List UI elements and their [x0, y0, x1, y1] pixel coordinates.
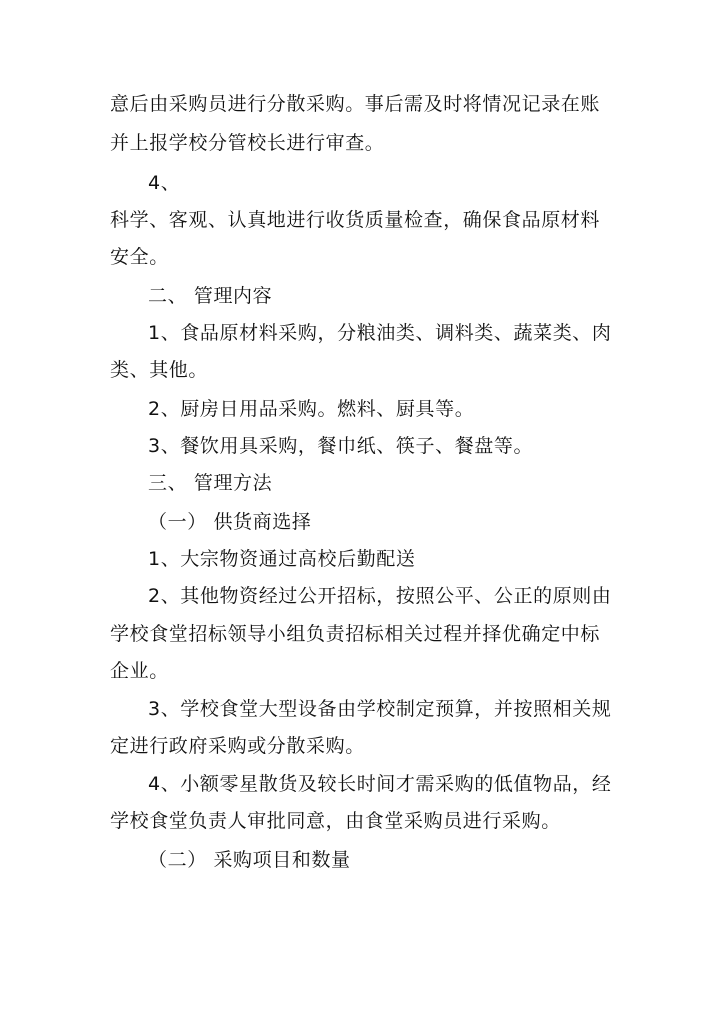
paragraph-line: 4、小额零星散货及较长时间才需采购的低值物品，经 — [148, 773, 612, 795]
paragraph-line: 2、厨房日用品采购。燃料、厨具等。 — [148, 398, 475, 420]
subsection-heading: （一） 供货商选择 — [148, 511, 312, 533]
section-heading: 二、 管理内容 — [148, 285, 273, 307]
paragraph-line: 并上报学校分管校长进行审查。 — [110, 132, 385, 154]
paragraph-line: 科学、客观、认真地进行收货质量检查，确保食品原材料 — [110, 209, 601, 231]
paragraph-line: 1、大宗物资通过高校后勤配送 — [148, 548, 416, 570]
paragraph-line: 企业。 — [110, 660, 169, 682]
subsection-heading: （二） 采购项目和数量 — [148, 849, 351, 871]
paragraph-line: 定进行政府采购或分散采购。 — [110, 735, 365, 757]
paragraph-line: 类、其他。 — [110, 359, 209, 381]
paragraph-line: 学校食堂负责人审批同意，由食堂采购员进行采购。 — [110, 810, 561, 832]
section-heading: 三、 管理方法 — [148, 472, 273, 494]
paragraph-line: 1、食品原材料采购，分粮油类、调料类、蔬菜类、肉 — [148, 322, 612, 344]
paragraph-line: 安全。 — [110, 246, 169, 268]
paragraph-line: 学校食堂招标领导小组负责招标相关过程并择优确定中标 — [110, 623, 601, 645]
paragraph-line: 2、其他物资经过公开招标，按照公平、公正的原则由 — [148, 585, 612, 607]
paragraph-line: 3、学校食堂大型设备由学校制定预算，并按照相关规 — [148, 698, 612, 720]
paragraph-line: 3、餐饮用具采购，餐巾纸、筷子、餐盘等。 — [148, 435, 534, 457]
paragraph-line: 意后由采购员进行分散采购。事后需及时将情况记录在账 — [110, 93, 601, 115]
list-number: 4、 — [148, 172, 181, 194]
